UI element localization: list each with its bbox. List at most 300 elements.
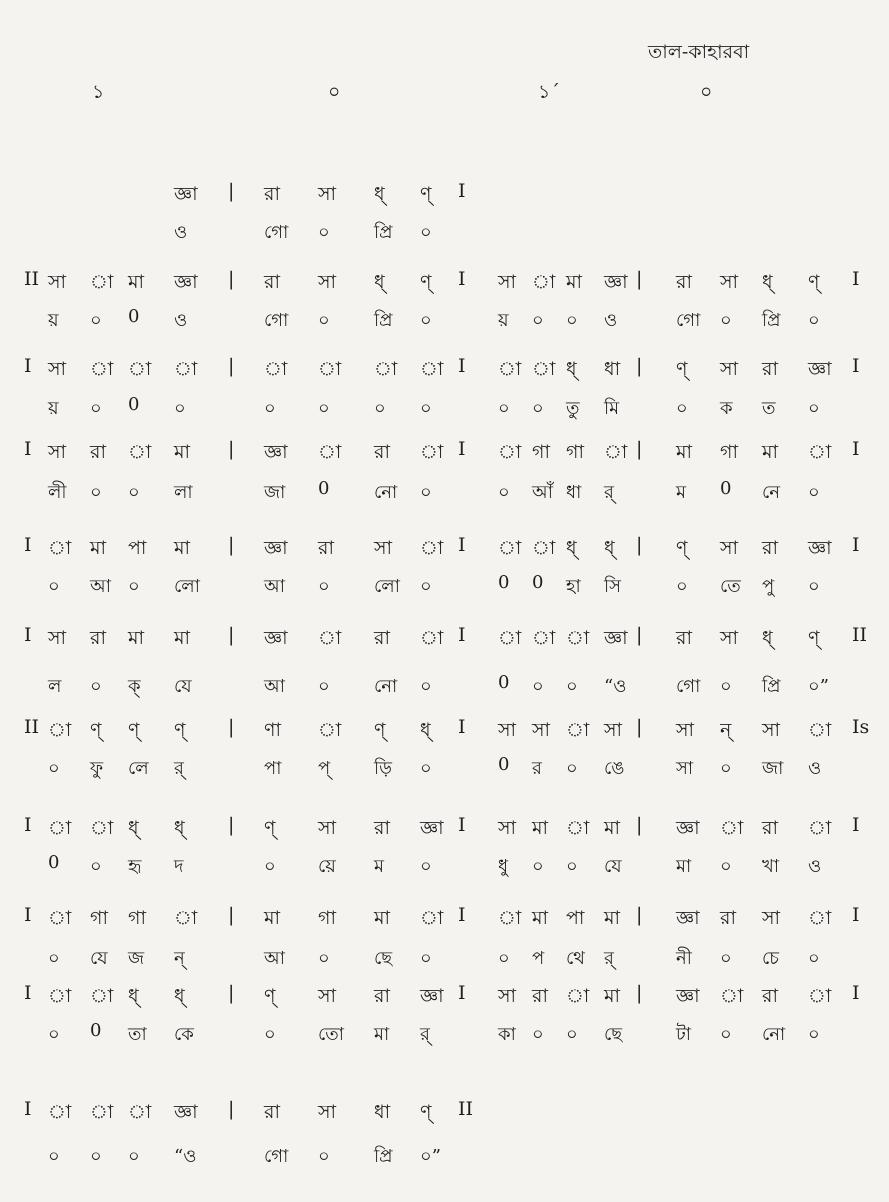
lyric-syllable: ও: [808, 758, 822, 779]
swar-note: ণ্: [374, 719, 386, 741]
lyric-syllable: গো: [264, 310, 289, 331]
swar-note: রা: [374, 817, 390, 839]
lyric-syllable: পু: [762, 576, 775, 597]
lyric-syllable: ০: [174, 398, 186, 419]
lyric-syllable: ক্: [128, 676, 141, 697]
swar-note: সা: [318, 1101, 337, 1123]
swar-note: া: [498, 358, 522, 380]
lyric-syllable: ০: [48, 948, 60, 969]
swar-note: রা: [264, 183, 280, 205]
barline: |: [228, 716, 235, 738]
lyric-syllable: ফু: [90, 758, 104, 779]
swar-note: ধ্: [174, 985, 185, 1007]
lyric-syllable: নে: [762, 482, 781, 503]
lyric-syllable: গো: [676, 676, 701, 697]
lyric-syllable: মা: [374, 1024, 390, 1045]
lyric-syllable: ০: [498, 948, 510, 969]
barline: |: [228, 180, 235, 202]
swar-note: া: [90, 1101, 114, 1123]
swar-note: সা: [604, 719, 623, 741]
lyric-syllable: য়ে: [318, 856, 336, 877]
swar-note: া: [128, 358, 152, 380]
swar-note: া: [90, 358, 114, 380]
swar-note: গা: [532, 441, 550, 463]
lyric-syllable: ০: [720, 676, 732, 697]
beat-marker-2: ০: [328, 81, 341, 103]
lyric-syllable: ০: [128, 482, 140, 503]
swar-note: া: [420, 627, 444, 649]
swar-note: া: [90, 271, 114, 293]
barline: |: [636, 904, 643, 926]
barline: |: [228, 268, 235, 290]
lyric-syllable: ০: [532, 856, 544, 877]
lyric-syllable: লে: [128, 758, 149, 779]
barline: II: [24, 716, 40, 738]
beat-marker-4: ০: [700, 81, 713, 103]
lyric-line: [0, 852, 889, 888]
barline: I: [24, 534, 32, 556]
lyric-syllable: ও: [174, 310, 188, 331]
lyric-syllable: ০: [808, 482, 820, 503]
swar-note: া: [498, 537, 522, 559]
swar-note: পা: [566, 907, 585, 929]
lyric-syllable: গো: [264, 222, 289, 243]
barline: I: [458, 438, 466, 460]
lyric-syllable: ০: [420, 398, 432, 419]
barline: I: [24, 1098, 32, 1120]
lyric-syllable: ০: [420, 310, 432, 331]
swar-note: মা: [532, 907, 549, 929]
lyric-syllable: ০: [420, 948, 432, 969]
barline: I: [458, 624, 466, 646]
lyric-syllable: ল: [48, 676, 62, 697]
lyric-syllable: ঙে: [604, 758, 625, 779]
barline: I: [458, 982, 466, 1004]
swar-note: সা: [720, 271, 739, 293]
lyric-syllable: আঁ: [532, 482, 553, 503]
lyric-line: [0, 478, 889, 514]
swar-note: া: [808, 441, 832, 463]
swar-note: জ্ঞা: [676, 907, 700, 929]
lyric-syllable: ০: [720, 758, 732, 779]
lyric-syllable: ০: [48, 576, 60, 597]
swar-line: [0, 534, 889, 570]
lyric-syllable: ০: [128, 576, 140, 597]
swar-note: মা: [676, 441, 693, 463]
barline: |: [636, 534, 643, 556]
swar-note: মা: [128, 627, 145, 649]
barline: I: [458, 904, 466, 926]
lyric-syllable: ০: [498, 482, 510, 503]
lyric-syllable: ০: [90, 676, 102, 697]
lyric-syllable: র্: [174, 758, 184, 779]
lyric-syllable: খা: [762, 856, 780, 877]
swar-note: মা: [174, 441, 191, 463]
lyric-syllable: ০: [566, 310, 578, 331]
lyric-syllable: 0: [498, 672, 510, 693]
barline: |: [636, 814, 643, 836]
lyric-syllable: হা: [566, 576, 581, 597]
swar-note: সা: [498, 719, 517, 741]
swar-note: সা: [498, 817, 517, 839]
swar-note: রা: [532, 985, 548, 1007]
swar-note: া: [532, 271, 556, 293]
swar-note: রা: [264, 271, 280, 293]
swar-note: গা: [90, 907, 108, 929]
lyric-syllable: য়: [498, 310, 509, 331]
swar-note: ধ্: [174, 817, 185, 839]
lyric-syllable: ড়ি: [374, 758, 392, 779]
lyric-syllable: প্রি: [762, 310, 781, 331]
barline: |: [228, 355, 235, 377]
swar-note: মা: [374, 907, 391, 929]
barline: |: [228, 904, 235, 926]
tala-title: তাল-কাহারবা: [648, 41, 750, 63]
barline: I: [852, 268, 860, 290]
swar-note: মা: [90, 537, 107, 559]
swar-note: া: [318, 719, 342, 741]
swar-note: ণ্: [808, 271, 820, 293]
lyric-line: [0, 306, 889, 342]
lyric-syllable: যে: [604, 856, 622, 877]
lyric-syllable: ০: [566, 758, 578, 779]
swar-note: জ্ঞা: [264, 441, 288, 463]
swar-note: জ্ঞা: [676, 985, 700, 1007]
swar-note: া: [566, 985, 590, 1007]
swar-line: [0, 814, 889, 850]
barline: I: [852, 534, 860, 556]
lyric-syllable: “ও: [604, 676, 627, 697]
lyric-syllable: “ও: [174, 1146, 197, 1167]
swar-note: া: [498, 441, 522, 463]
swar-line: [0, 904, 889, 940]
swar-line: [0, 438, 889, 474]
swar-note: া: [48, 817, 72, 839]
lyric-syllable: ধা: [566, 482, 582, 503]
swar-note: া: [420, 537, 444, 559]
lyric-syllable: ও: [808, 856, 822, 877]
lyric-syllable: ০: [90, 1146, 102, 1167]
lyric-syllable: 0: [720, 478, 732, 499]
lyric-syllable: আ: [264, 676, 285, 697]
swar-note: া: [318, 441, 342, 463]
barline: |: [636, 624, 643, 646]
swar-note: ধা: [374, 1101, 391, 1123]
lyric-syllable: ০: [566, 856, 578, 877]
swar-note: রা: [374, 985, 390, 1007]
swar-note: া: [374, 358, 398, 380]
lyric-syllable: ০: [566, 676, 578, 697]
lyric-syllable: লো: [374, 576, 400, 597]
swar-line: [0, 716, 889, 752]
barline: I: [458, 716, 466, 738]
lyric-syllable: তু: [566, 398, 580, 419]
swar-note: ণ্: [420, 183, 432, 205]
swar-note: ণ্: [174, 719, 186, 741]
swar-note: জ্ঞা: [264, 537, 288, 559]
swar-note: া: [808, 719, 832, 741]
barline: I: [458, 180, 466, 202]
barline: I: [24, 982, 32, 1004]
swar-note: ণ্: [676, 537, 688, 559]
lyric-syllable: ০: [48, 1146, 60, 1167]
lyric-syllable: জা: [264, 482, 286, 503]
barline: |: [228, 814, 235, 836]
lyric-syllable: নো: [374, 676, 398, 697]
swar-note: ণ্: [264, 985, 276, 1007]
lyric-syllable: ছে: [604, 1024, 623, 1045]
swar-note: মা: [532, 817, 549, 839]
swar-note: ধ্: [128, 985, 139, 1007]
swar-note: ণ্: [90, 719, 102, 741]
beat-marker-3: ১´: [538, 81, 560, 103]
swar-note: া: [808, 985, 832, 1007]
swar-note: া: [604, 441, 628, 463]
swar-note: া: [264, 358, 288, 380]
barline: |: [636, 355, 643, 377]
swar-note: মা: [128, 271, 145, 293]
swar-note: জ্ঞা: [808, 358, 832, 380]
lyric-syllable: ম: [676, 482, 686, 503]
lyric-syllable: ০: [90, 856, 102, 877]
lyric-syllable: ০: [318, 576, 330, 597]
barline: I: [24, 624, 32, 646]
swar-note: রা: [90, 441, 106, 463]
swar-note: জ্ঞা: [420, 985, 444, 1007]
swar-note: ধ্: [762, 271, 773, 293]
swar-note: ণ্: [808, 627, 820, 649]
swar-note: া: [48, 985, 72, 1007]
swar-note: সা: [48, 271, 67, 293]
swar-note: া: [128, 1101, 152, 1123]
barline: Is: [852, 716, 870, 738]
swar-note: া: [420, 907, 444, 929]
lyric-line: [0, 672, 889, 708]
lyric-line: [0, 394, 889, 430]
lyric-syllable: যে: [174, 676, 192, 697]
lyric-syllable: ০: [128, 1146, 140, 1167]
lyric-syllable: 0: [128, 394, 140, 415]
swar-note: সা: [48, 358, 67, 380]
swar-note: জ্ঞা: [420, 817, 444, 839]
swar-note: া: [720, 817, 744, 839]
swar-note: জ্ঞা: [174, 183, 198, 205]
lyric-syllable: ০: [420, 676, 432, 697]
swar-note: সা: [374, 537, 393, 559]
lyric-syllable: ০: [420, 482, 432, 503]
lyric-syllable: 0: [498, 572, 510, 593]
lyric-syllable: ও: [174, 222, 188, 243]
swar-note: জ্ঞা: [604, 627, 628, 649]
lyric-syllable: ০: [532, 1024, 544, 1045]
swar-line: [0, 180, 889, 216]
swar-note: া: [318, 358, 342, 380]
swar-line: [0, 982, 889, 1018]
barline: I: [24, 904, 32, 926]
lyric-syllable: ০: [420, 856, 432, 877]
lyric-syllable: য়: [48, 310, 59, 331]
lyric-syllable: ০: [808, 310, 820, 331]
swar-note: ধ্: [762, 627, 773, 649]
swar-note: ধ্: [374, 271, 385, 293]
swar-note: া: [48, 1101, 72, 1123]
swar-note: রা: [676, 271, 692, 293]
lyric-syllable: হৃ: [128, 856, 142, 877]
swar-note: ধ্: [128, 817, 139, 839]
swar-note: ধ্: [604, 537, 615, 559]
swar-note: ণ্: [128, 719, 140, 741]
barline: |: [228, 624, 235, 646]
barline: I: [852, 438, 860, 460]
barline: I: [24, 355, 32, 377]
lyric-syllable: মা: [676, 856, 692, 877]
swar-note: জ্ঞা: [604, 271, 628, 293]
barline: I: [852, 904, 860, 926]
swar-note: গা: [318, 907, 336, 929]
swar-note: রা: [90, 627, 106, 649]
barline: II: [852, 624, 868, 646]
lyric-syllable: নী: [676, 948, 692, 969]
swar-note: সা: [318, 271, 337, 293]
swar-line: [0, 355, 889, 391]
swar-note: া: [808, 817, 832, 839]
swar-note: সা: [48, 627, 67, 649]
lyric-syllable: ০: [720, 856, 732, 877]
lyric-syllable: টা: [676, 1024, 692, 1045]
swar-note: মা: [566, 271, 583, 293]
swar-note: মা: [604, 907, 621, 929]
lyric-syllable: 0: [90, 1020, 102, 1041]
lyric-syllable: ০: [318, 948, 330, 969]
lyric-syllable: ০: [498, 398, 510, 419]
swar-note: মা: [174, 627, 191, 649]
lyric-syllable: গো: [264, 1146, 289, 1167]
swar-note: রা: [762, 358, 778, 380]
lyric-syllable: ০: [566, 1024, 578, 1045]
swar-note: জ্ঞা: [808, 537, 832, 559]
lyric-syllable: ০: [532, 398, 544, 419]
swar-note: রা: [762, 537, 778, 559]
lyric-syllable: প্রি: [762, 676, 781, 697]
lyric-syllable: র: [532, 758, 542, 779]
lyric-syllable: ০: [420, 758, 432, 779]
swar-note: রা: [318, 537, 334, 559]
swar-note: গা: [720, 441, 738, 463]
swar-note: া: [532, 537, 556, 559]
lyric-syllable: ০: [720, 1024, 732, 1045]
swar-note: রা: [374, 627, 390, 649]
lyric-syllable: ০: [264, 398, 276, 419]
swar-note: ধ্: [374, 183, 385, 205]
swar-note: া: [532, 627, 556, 649]
swar-note: া: [420, 441, 444, 463]
lyric-syllable: ০”: [420, 1146, 441, 1167]
swar-note: সা: [498, 271, 517, 293]
swar-note: রা: [374, 441, 390, 463]
swar-note: া: [174, 358, 198, 380]
swar-note: া: [90, 985, 114, 1007]
lyric-syllable: ০: [318, 310, 330, 331]
swar-note: জ্ঞা: [174, 271, 198, 293]
swar-note: সা: [720, 627, 739, 649]
swar-note: ণ্: [420, 1101, 432, 1123]
beat-marker-1: ১: [92, 81, 105, 103]
swar-note: ধ্: [566, 358, 577, 380]
lyric-syllable: ০: [318, 1146, 330, 1167]
lyric-syllable: ০: [318, 222, 330, 243]
swar-note: সা: [720, 537, 739, 559]
swar-line: [0, 268, 889, 304]
lyric-syllable: ০: [90, 310, 102, 331]
lyric-syllable: চে: [762, 948, 780, 969]
swar-note: জ্ঞা: [174, 1101, 198, 1123]
swar-note: সা: [532, 719, 551, 741]
lyric-syllable: ০: [720, 310, 732, 331]
lyric-line: [0, 572, 889, 608]
lyric-syllable: র্: [604, 482, 614, 503]
swar-note: জ্ঞা: [264, 627, 288, 649]
lyric-syllable: প্: [318, 758, 331, 779]
lyric-syllable: ০: [676, 398, 688, 419]
lyric-syllable: ছে: [374, 948, 393, 969]
swar-note: ণ্: [420, 271, 432, 293]
swar-note: া: [90, 817, 114, 839]
lyric-syllable: য়: [48, 398, 59, 419]
swar-note: সা: [498, 985, 517, 1007]
lyric-syllable: 0: [498, 754, 510, 775]
swar-note: া: [48, 537, 72, 559]
barline: I: [852, 982, 860, 1004]
lyric-line: [0, 218, 889, 254]
lyric-syllable: ক: [720, 398, 733, 419]
lyric-syllable: র্: [420, 1024, 430, 1045]
swar-note: মা: [264, 907, 281, 929]
lyric-syllable: ০: [720, 948, 732, 969]
swar-note: মা: [762, 441, 779, 463]
swar-note: মা: [604, 985, 621, 1007]
lyric-line: [0, 944, 889, 980]
lyric-syllable: আ: [264, 948, 285, 969]
lyric-syllable: 0: [128, 306, 140, 327]
lyric-syllable: মি: [604, 398, 620, 419]
barline: |: [636, 982, 643, 1004]
swar-note: া: [566, 719, 590, 741]
lyric-syllable: জা: [762, 758, 784, 779]
swar-note: ধা: [604, 358, 621, 380]
lyric-syllable: ০: [532, 310, 544, 331]
swar-note: গা: [566, 441, 584, 463]
lyric-syllable: আ: [90, 576, 111, 597]
swar-note: মা: [604, 817, 621, 839]
lyric-syllable: 0: [318, 478, 330, 499]
lyric-syllable: ০: [318, 676, 330, 697]
swar-note: সা: [676, 719, 695, 741]
lyric-syllable: 0: [532, 572, 544, 593]
lyric-syllable: ০: [48, 1024, 60, 1045]
lyric-syllable: আ: [264, 576, 285, 597]
swar-note: ণ্: [264, 817, 276, 839]
swar-note: সা: [318, 817, 337, 839]
lyric-syllable: ০: [676, 576, 688, 597]
swar-note: া: [420, 358, 444, 380]
lyric-syllable: কে: [174, 1024, 194, 1045]
swar-note: া: [532, 358, 556, 380]
barline: |: [636, 716, 643, 738]
lyric-syllable: তে: [720, 576, 741, 597]
swar-line: [0, 1098, 889, 1134]
barline: |: [636, 438, 643, 460]
lyric-syllable: ০: [264, 856, 276, 877]
